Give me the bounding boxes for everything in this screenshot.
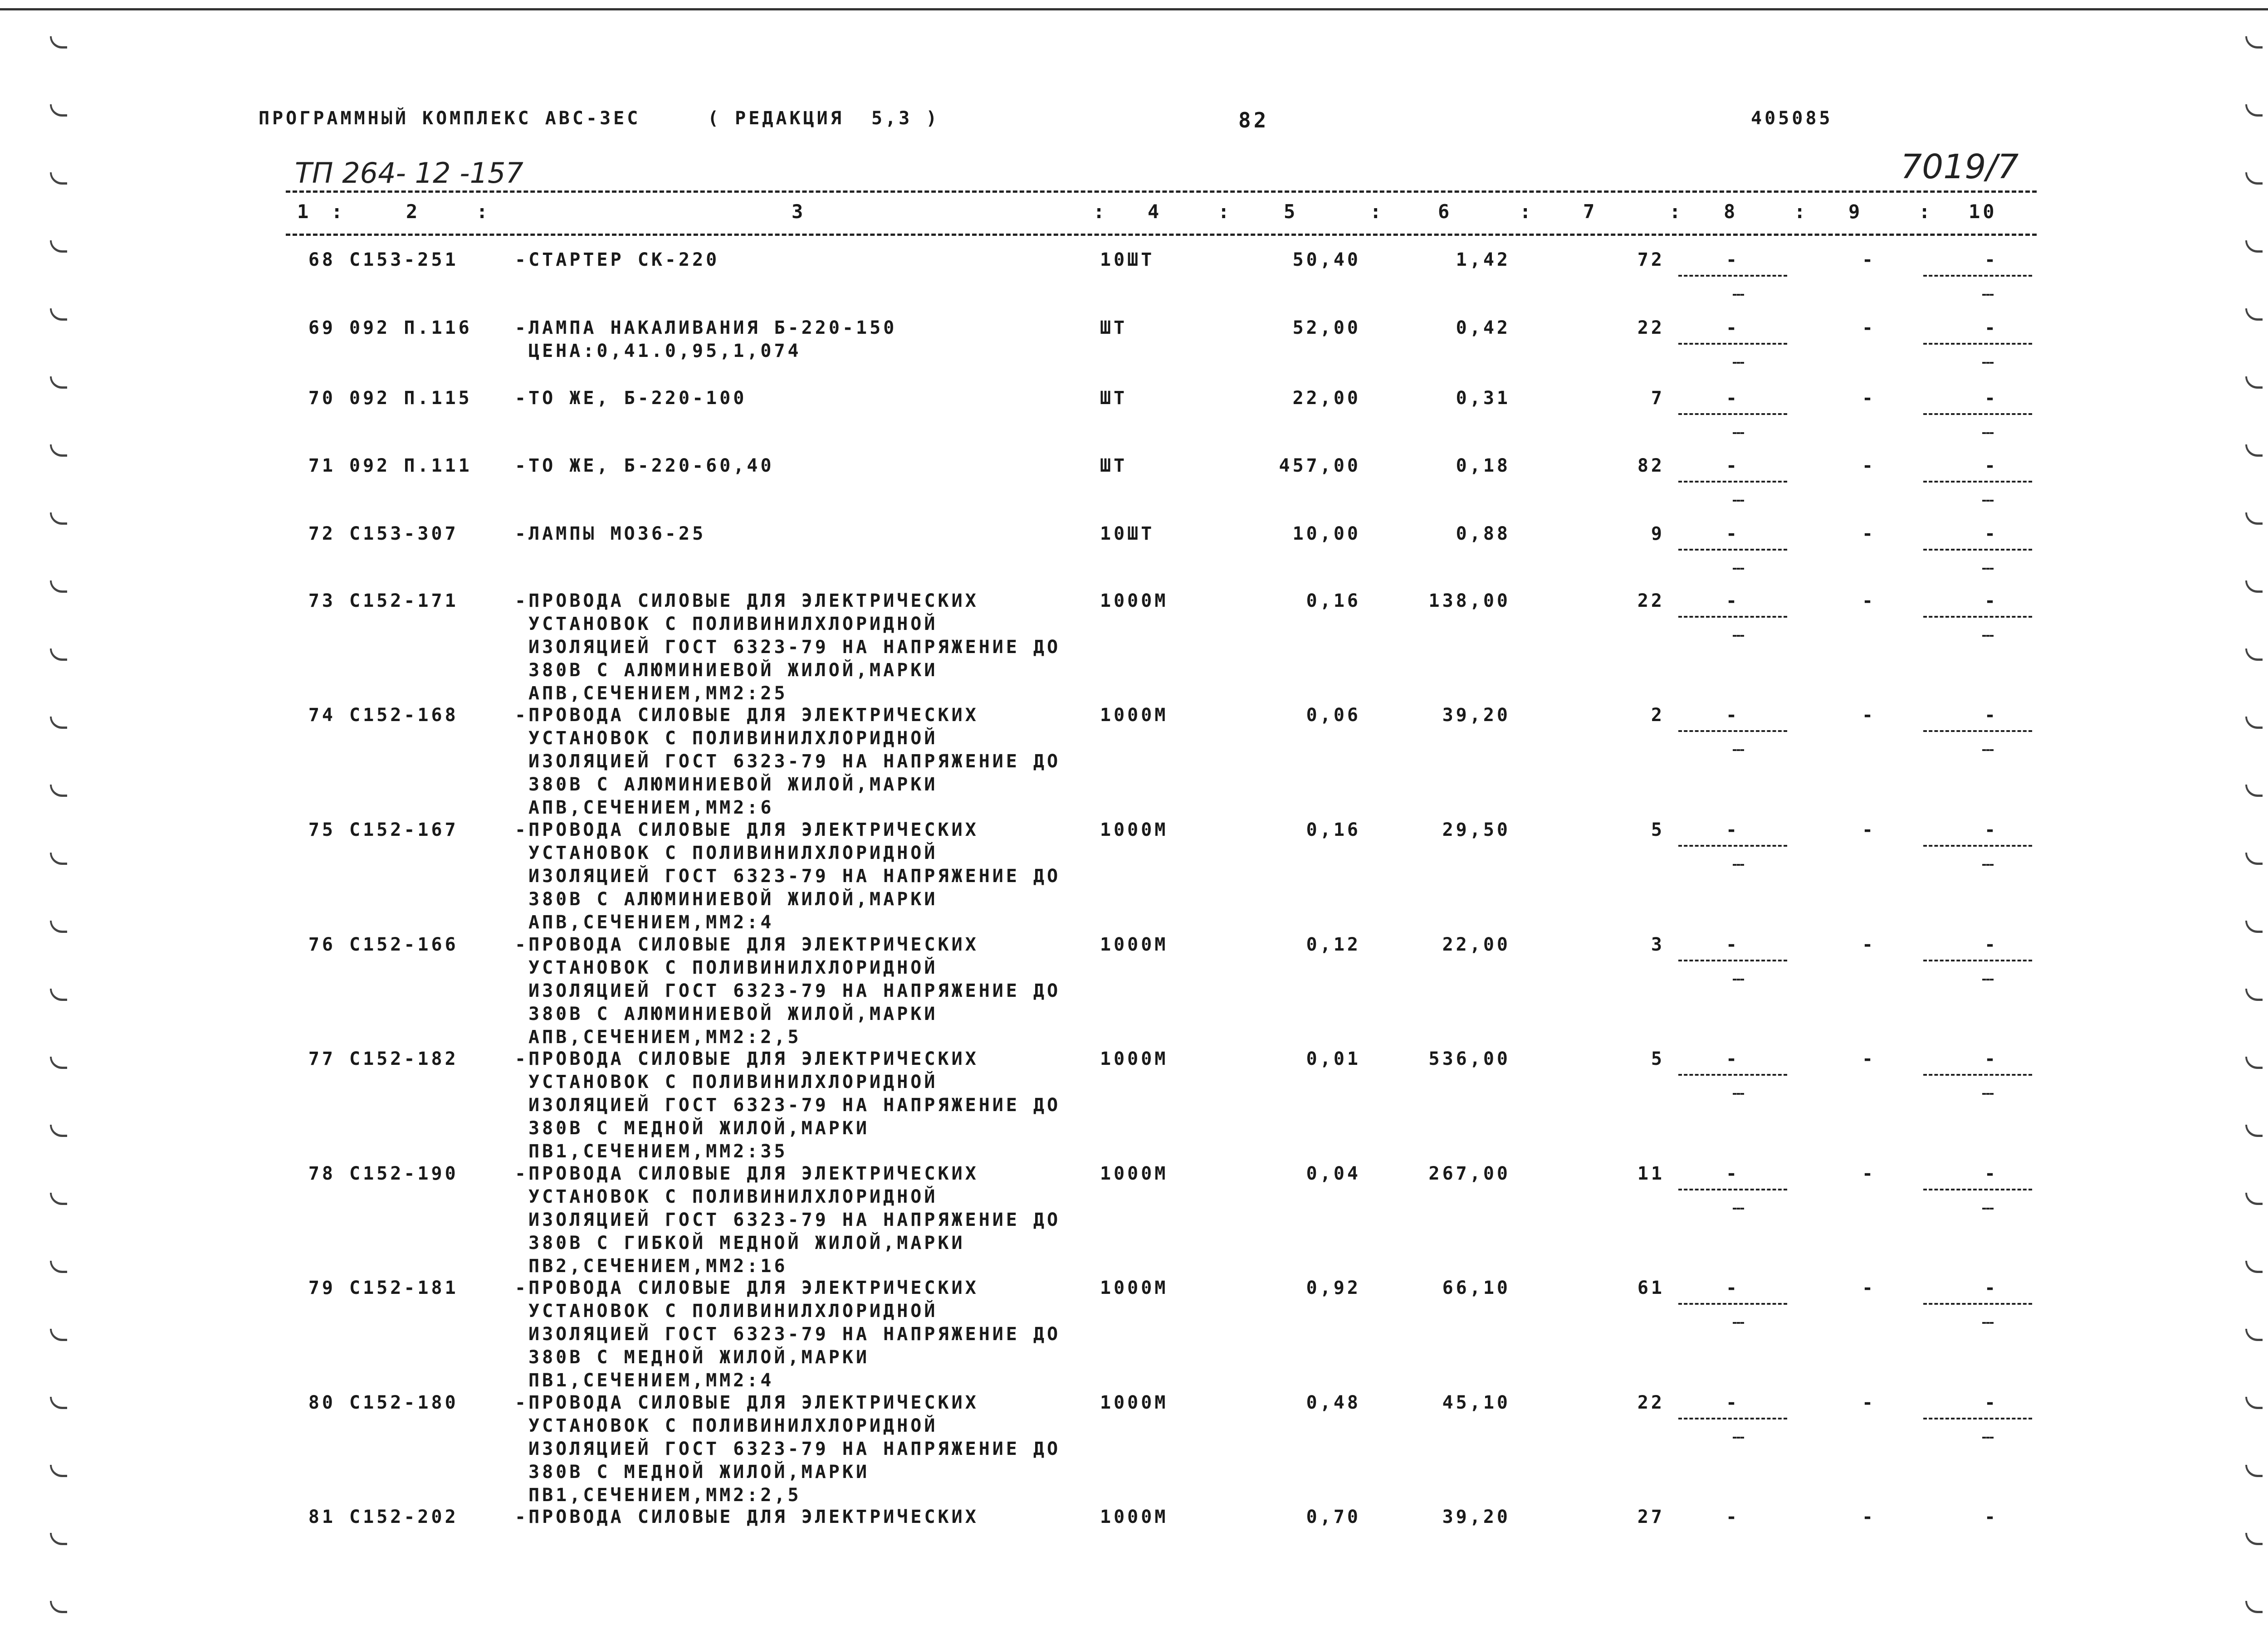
cell-subtotal-dash (1982, 864, 1994, 866)
unit-price-value: 267,00 (1428, 1163, 1510, 1184)
column-8-value: - (1725, 1392, 1740, 1413)
item-description-line: ИЗОЛЯЦИЕЙ ГОСТ 6323-79 НА НАПРЯЖЕНИЕ ДО (528, 1095, 1061, 1116)
cell-subtotal-dash (1733, 500, 1744, 502)
row-number: 79 (308, 1278, 336, 1298)
item-description-line: -СТАРТЕР СК-220 (515, 249, 720, 270)
feed-hole-mark (2245, 104, 2263, 117)
feed-hole-mark (50, 36, 67, 49)
item-description-line: УСТАНОВОК С ПОЛИВИНИЛХЛОРИДНОЙ (528, 1415, 938, 1436)
item-description-line: -ПРОВОДА СИЛОВЫЕ ДЛЯ ЭЛЕКТРИЧЕСКИХ (515, 1392, 979, 1413)
feed-hole-mark (2245, 989, 2263, 1001)
unit-price-value: 0,31 (1456, 388, 1510, 409)
document-code: 405085 (1751, 108, 1833, 129)
cell-separator (1678, 960, 1787, 961)
column-10-value: - (1984, 317, 1999, 338)
item-code: 092 П.111 (349, 455, 472, 476)
cell-subtotal-dash (1733, 1208, 1744, 1210)
item-description-line: 380В С АЛЮМИНИЕВОЙ ЖИЛОЙ,МАРКИ (528, 774, 938, 795)
cell-subtotal-dash (1982, 362, 1994, 364)
item-description-line: 380В С АЛЮМИНИЕВОЙ ЖИЛОЙ,МАРКИ (528, 889, 938, 910)
column-header-5: 5 (1284, 200, 1298, 223)
unit-of-measure: 1000М (1100, 1507, 1168, 1527)
cell-separator (1678, 275, 1787, 277)
column-9-value: - (1862, 705, 1876, 726)
feed-hole-mark (50, 512, 67, 525)
item-description-line: УСТАНОВОК С ПОЛИВИНИЛХЛОРИДНОЙ (528, 957, 938, 978)
header-rule-bottom (286, 234, 2037, 236)
cell-separator (1923, 616, 2032, 618)
column-9-value: - (1862, 1392, 1876, 1413)
unit-price-value: 536,00 (1428, 1049, 1510, 1069)
column-8-value: - (1725, 1049, 1740, 1069)
item-description-line: ЦЕНА:0,41.0,95,1,074 (528, 341, 802, 361)
cell-separator (1923, 413, 2032, 415)
total-value: 61 (1637, 1278, 1665, 1298)
cell-subtotal-dash (1733, 749, 1744, 751)
cell-separator (1678, 730, 1787, 732)
unit-of-measure: 1000М (1100, 1392, 1168, 1413)
item-description-line: 380В С ГИБКОЙ МЕДНОЙ ЖИЛОЙ,МАРКИ (528, 1233, 965, 1254)
tractor-feed-holes-right (2236, 0, 2268, 1634)
column-10-value: - (1984, 1392, 1999, 1413)
cell-subtotal-dash (1982, 1208, 1994, 1210)
row-number: 78 (308, 1163, 336, 1184)
column-8-value: - (1725, 705, 1740, 726)
column-9-value: - (1862, 249, 1876, 270)
item-code: С153-251 (349, 249, 459, 270)
feed-hole-mark (2245, 308, 2263, 321)
column-9-value: - (1862, 523, 1876, 544)
column-10-value: - (1984, 1049, 1999, 1069)
cell-subtotal-dash (1982, 500, 1994, 502)
cell-subtotal-dash (1733, 568, 1744, 570)
column-10-value: - (1984, 590, 1999, 611)
item-description-line: -ПРОВОДА СИЛОВЫЕ ДЛЯ ЭЛЕКТРИЧЕСКИХ (515, 705, 979, 726)
cell-subtotal-dash (1733, 432, 1744, 434)
column-10-value: - (1984, 388, 1999, 409)
cell-separator (1678, 481, 1787, 483)
column-8-value: - (1725, 1507, 1740, 1527)
page-number: 82 (1238, 108, 1269, 132)
cell-subtotal-dash (1982, 635, 1994, 637)
item-description-line: АПВ,СЕЧЕНИЕМ,ММ2:25 (528, 683, 788, 704)
item-description-line: ИЗОЛЯЦИЕЙ ГОСТ 6323-79 НА НАПРЯЖЕНИЕ ДО (528, 1439, 1061, 1459)
item-description-line: УСТАНОВОК С ПОЛИВИНИЛХЛОРИДНОЙ (528, 728, 938, 749)
item-code: С152-182 (349, 1049, 459, 1069)
row-number: 80 (308, 1392, 336, 1413)
unit-of-measure: 1000М (1100, 1163, 1168, 1184)
column-9-value: - (1862, 388, 1876, 409)
feed-hole-mark (2245, 240, 2263, 253)
cell-subtotal-dash (1982, 1322, 1994, 1324)
column-8-value: - (1725, 590, 1740, 611)
column-8-value: - (1725, 455, 1740, 476)
unit-price-value: 22,00 (1442, 934, 1510, 955)
cell-separator (1923, 730, 2032, 732)
feed-hole-mark (2245, 649, 2263, 661)
feed-hole-mark (50, 1193, 67, 1205)
column-10-value: - (1984, 705, 1999, 726)
column-10-value: - (1984, 455, 1999, 476)
feed-hole-mark (50, 1397, 67, 1409)
row-number: 74 (308, 705, 336, 726)
column-header-9: 9 (1848, 200, 1863, 223)
unit-price-value: 39,20 (1442, 705, 1510, 726)
handwritten-doc-number: ТП 264- 12 -157 (295, 156, 523, 190)
feed-hole-mark (50, 1601, 67, 1613)
feed-hole-mark (2245, 921, 2263, 933)
feed-hole-mark (50, 921, 67, 933)
cell-subtotal-dash (1982, 1437, 1994, 1439)
column-10-value: - (1984, 523, 1999, 544)
feed-hole-mark (50, 1125, 67, 1137)
feed-hole-mark (50, 1261, 67, 1273)
feed-hole-mark (2245, 1057, 2263, 1069)
feed-hole-mark (2245, 1465, 2263, 1477)
cell-separator (1678, 413, 1787, 415)
row-number: 75 (308, 819, 336, 840)
cell-separator (1678, 845, 1787, 847)
item-description-line: -ТО ЖЕ, Б-220-60,40 (515, 455, 774, 476)
item-description-line: 380В С АЛЮМИНИЕВОЙ ЖИЛОЙ,МАРКИ (528, 660, 938, 681)
column-9-value: - (1862, 934, 1876, 955)
feed-hole-mark (50, 853, 67, 865)
row-number: 77 (308, 1049, 336, 1069)
unit-of-measure: ШТ (1100, 455, 1128, 476)
item-description-line: 380В С МЕДНОЙ ЖИЛОЙ,МАРКИ (528, 1118, 870, 1139)
row-number: 69 (308, 317, 336, 338)
feed-hole-mark (50, 376, 67, 389)
item-description-line: УСТАНОВОК С ПОЛИВИНИЛХЛОРИДНОЙ (528, 843, 938, 863)
unit-price-value: 1,42 (1456, 249, 1510, 270)
feed-hole-mark (50, 104, 67, 117)
column-10-value: - (1984, 249, 1999, 270)
cell-separator (1923, 1303, 2032, 1305)
unit-of-measure: 10ШТ (1100, 249, 1155, 270)
column-8-value: - (1725, 317, 1740, 338)
column-10-value: - (1984, 1507, 1999, 1527)
cell-separator (1923, 1418, 2032, 1419)
total-value: 9 (1651, 523, 1665, 544)
handwritten-sheet-number: 7019/7 (1901, 147, 2019, 186)
total-value: 82 (1637, 455, 1665, 476)
unit-price-value: 0,18 (1456, 455, 1510, 476)
unit-price-value: 29,50 (1442, 819, 1510, 840)
feed-hole-mark (50, 1057, 67, 1069)
cell-separator (1678, 1418, 1787, 1419)
item-code: С152-180 (349, 1392, 459, 1413)
feed-hole-mark (2245, 172, 2263, 185)
unit-of-measure: ШТ (1100, 317, 1128, 338)
column-9-value: - (1862, 1278, 1876, 1298)
quantity-value: 0,70 (1306, 1507, 1361, 1527)
item-description-line: ИЗОЛЯЦИЕЙ ГОСТ 6323-79 НА НАПРЯЖЕНИЕ ДО (528, 751, 1061, 772)
cell-separator (1923, 960, 2032, 961)
quantity-value: 50,40 (1292, 249, 1361, 270)
cell-separator (1923, 275, 2032, 277)
feed-hole-mark (2245, 36, 2263, 49)
unit-of-measure: 1000М (1100, 819, 1168, 840)
item-description-line: АПВ,СЕЧЕНИЕМ,ММ2:6 (528, 797, 774, 818)
column-header-7: 7 (1583, 200, 1598, 223)
unit-of-measure: 1000М (1100, 590, 1168, 611)
item-code: С152-181 (349, 1278, 459, 1298)
total-value: 27 (1637, 1507, 1665, 1527)
unit-price-value: 39,20 (1442, 1507, 1510, 1527)
item-description-line: -ПРОВОДА СИЛОВЫЕ ДЛЯ ЭЛЕКТРИЧЕСКИХ (515, 934, 979, 955)
item-description-line: ИЗОЛЯЦИЕЙ ГОСТ 6323-79 НА НАПРЯЖЕНИЕ ДО (528, 637, 1061, 658)
quantity-value: 22,00 (1292, 388, 1361, 409)
unit-price-value: 66,10 (1442, 1278, 1510, 1298)
feed-hole-mark (50, 785, 67, 797)
feed-hole-mark (2245, 512, 2263, 525)
item-code: С152-168 (349, 705, 459, 726)
quantity-value: 0,48 (1306, 1392, 1361, 1413)
cell-separator (1678, 549, 1787, 551)
cell-separator (1678, 616, 1787, 618)
item-description-line: ПВ1,СЕЧЕНИЕМ,ММ2:35 (528, 1141, 788, 1162)
row-number: 70 (308, 388, 336, 409)
feed-hole-mark (2245, 1533, 2263, 1545)
row-number: 68 (308, 249, 336, 270)
quantity-value: 52,00 (1292, 317, 1361, 338)
item-description-line: ПВ1,СЕЧЕНИЕМ,ММ2:2,5 (528, 1485, 802, 1506)
item-description-line: ПВ1,СЕЧЕНИЕМ,ММ2:4 (528, 1370, 774, 1391)
item-description-line: УСТАНОВОК С ПОЛИВИНИЛХЛОРИДНОЙ (528, 1301, 938, 1322)
column-8-value: - (1725, 388, 1740, 409)
item-description-line: ПВ2,СЕЧЕНИЕМ,ММ2:16 (528, 1256, 788, 1277)
column-header-1: 1 (297, 200, 312, 223)
item-description-line: -ТО ЖЕ, Б-220-100 (515, 388, 747, 409)
cell-subtotal-dash (1733, 864, 1744, 866)
program-name: ПРОГРАММНЫЙ КОМПЛЕКС АВС-3ЕС (259, 108, 641, 129)
item-code: С153-307 (349, 523, 459, 544)
cell-subtotal-dash (1982, 1093, 1994, 1095)
item-description-line: -ЛАМПА НАКАЛИВАНИЯ Б-220-150 (515, 317, 897, 338)
item-description-line: ИЗОЛЯЦИЕЙ ГОСТ 6323-79 НА НАПРЯЖЕНИЕ ДО (528, 1324, 1061, 1345)
cell-separator (1923, 481, 2032, 483)
cell-subtotal-dash (1733, 362, 1744, 364)
unit-of-measure: 10ШТ (1100, 523, 1155, 544)
feed-hole-mark (50, 1465, 67, 1477)
cell-separator (1923, 1189, 2032, 1190)
cell-subtotal-dash (1733, 1093, 1744, 1095)
column-8-value: - (1725, 249, 1740, 270)
feed-hole-mark (50, 444, 67, 457)
feed-hole-mark (50, 172, 67, 185)
cell-subtotal-dash (1982, 979, 1994, 980)
quantity-value: 0,16 (1306, 819, 1361, 840)
unit-price-value: 0,88 (1456, 523, 1510, 544)
feed-hole-mark (2245, 580, 2263, 593)
total-value: 72 (1637, 249, 1665, 270)
item-description-line: -ПРОВОДА СИЛОВЫЕ ДЛЯ ЭЛЕКТРИЧЕСКИХ (515, 1049, 979, 1069)
cell-separator (1678, 343, 1787, 345)
item-description-line: АПВ,СЕЧЕНИЕМ,ММ2:2,5 (528, 1027, 802, 1048)
item-description-line: ИЗОЛЯЦИЕЙ ГОСТ 6323-79 НА НАПРЯЖЕНИЕ ДО (528, 866, 1061, 887)
total-value: 5 (1651, 1049, 1665, 1069)
cell-separator (1678, 1074, 1787, 1076)
cell-subtotal-dash (1982, 432, 1994, 434)
total-value: 22 (1637, 317, 1665, 338)
feed-hole-mark (50, 240, 67, 253)
item-code: С152-171 (349, 590, 459, 611)
item-description-line: АПВ,СЕЧЕНИЕМ,ММ2:4 (528, 912, 774, 933)
edition-label: ( РЕДАКЦИЯ 5,3 ) (708, 108, 940, 129)
cell-subtotal-dash (1733, 1437, 1744, 1439)
column-header-3: 3 (792, 200, 806, 223)
feed-hole-mark (2245, 785, 2263, 797)
quantity-value: 10,00 (1292, 523, 1361, 544)
feed-hole-mark (2245, 1329, 2263, 1341)
column-header-4: 4 (1148, 200, 1162, 223)
column-9-value: - (1862, 455, 1876, 476)
unit-of-measure: 1000М (1100, 1049, 1168, 1069)
feed-hole-mark (2245, 1601, 2263, 1613)
item-code: 092 П.116 (349, 317, 472, 338)
item-description-line: -ПРОВОДА СИЛОВЫЕ ДЛЯ ЭЛЕКТРИЧЕСКИХ (515, 1163, 979, 1184)
cell-subtotal-dash (1982, 749, 1994, 751)
item-code: С152-166 (349, 934, 459, 955)
quantity-value: 0,06 (1306, 705, 1361, 726)
item-description-line: -ПРОВОДА СИЛОВЫЕ ДЛЯ ЭЛЕКТРИЧЕСКИХ (515, 590, 979, 611)
item-code: С152-167 (349, 819, 459, 840)
item-description-line: УСТАНОВОК С ПОЛИВИНИЛХЛОРИДНОЙ (528, 614, 938, 634)
feed-hole-mark (2245, 1397, 2263, 1409)
item-description-line: -ПРОВОДА СИЛОВЫЕ ДЛЯ ЭЛЕКТРИЧЕСКИХ (515, 1507, 979, 1527)
feed-hole-mark (2245, 376, 2263, 389)
total-value: 2 (1651, 705, 1665, 726)
quantity-value: 0,01 (1306, 1049, 1361, 1069)
column-8-value: - (1725, 1163, 1740, 1184)
feed-hole-mark (2245, 717, 2263, 729)
row-number: 73 (308, 590, 336, 611)
quantity-value: 457,00 (1279, 455, 1361, 476)
item-description-line: УСТАНОВОК С ПОЛИВИНИЛХЛОРИДНОЙ (528, 1072, 938, 1093)
column-10-value: - (1984, 819, 1999, 840)
total-value: 5 (1651, 819, 1665, 840)
column-9-value: - (1862, 1163, 1876, 1184)
feed-hole-mark (2245, 1125, 2263, 1137)
paper-top-edge (0, 8, 2268, 10)
column-header-2: 2 (406, 200, 420, 223)
cell-subtotal-dash (1733, 1322, 1744, 1324)
column-header-6: 6 (1438, 200, 1452, 223)
column-10-value: - (1984, 934, 1999, 955)
total-value: 22 (1637, 1392, 1665, 1413)
column-header-10: 10 (1969, 200, 1997, 223)
cell-subtotal-dash (1982, 294, 1994, 296)
column-9-value: - (1862, 317, 1876, 338)
item-description-line: 380В С МЕДНОЙ ЖИЛОЙ,МАРКИ (528, 1462, 870, 1483)
unit-of-measure: 1000М (1100, 705, 1168, 726)
column-8-value: - (1725, 523, 1740, 544)
column-10-value: - (1984, 1278, 1999, 1298)
feed-hole-mark (2245, 1261, 2263, 1273)
feed-hole-mark (50, 1533, 67, 1545)
cell-subtotal-dash (1733, 294, 1744, 296)
item-code: С152-190 (349, 1163, 459, 1184)
column-9-value: - (1862, 819, 1876, 840)
total-value: 11 (1637, 1163, 1665, 1184)
column-9-value: - (1862, 590, 1876, 611)
unit-of-measure: 1000М (1100, 1278, 1168, 1298)
item-description-line: -ЛАМПЫ МО36-25 (515, 523, 706, 544)
unit-of-measure: 1000М (1100, 934, 1168, 955)
item-description-line: -ПРОВОДА СИЛОВЫЕ ДЛЯ ЭЛЕКТРИЧЕСКИХ (515, 1278, 979, 1298)
column-8-value: - (1725, 819, 1740, 840)
header-rule-top (286, 190, 2037, 193)
quantity-value: 0,92 (1306, 1278, 1361, 1298)
unit-price-value: 0,42 (1456, 317, 1510, 338)
column-9-value: - (1862, 1049, 1876, 1069)
item-description-line: -ПРОВОДА СИЛОВЫЕ ДЛЯ ЭЛЕКТРИЧЕСКИХ (515, 819, 979, 840)
cell-separator (1923, 343, 2032, 345)
row-number: 76 (308, 934, 336, 955)
feed-hole-mark (2245, 444, 2263, 457)
row-number: 81 (308, 1507, 336, 1527)
quantity-value: 0,12 (1306, 934, 1361, 955)
item-code: С152-202 (349, 1507, 459, 1527)
feed-hole-mark (50, 989, 67, 1001)
cell-separator (1923, 845, 2032, 847)
unit-price-value: 45,10 (1442, 1392, 1510, 1413)
column-9-value: - (1862, 1507, 1876, 1527)
column-8-value: - (1725, 934, 1740, 955)
feed-hole-mark (50, 717, 67, 729)
feed-hole-mark (50, 308, 67, 321)
item-description-line: 380В С МЕДНОЙ ЖИЛОЙ,МАРКИ (528, 1347, 870, 1368)
cell-separator (1678, 1303, 1787, 1305)
cell-separator (1923, 549, 2032, 551)
tractor-feed-holes-left (41, 0, 73, 1634)
total-value: 7 (1651, 388, 1665, 409)
feed-hole-mark (2245, 1193, 2263, 1205)
item-description-line: ИЗОЛЯЦИЕЙ ГОСТ 6323-79 НА НАПРЯЖЕНИЕ ДО (528, 1210, 1061, 1230)
feed-hole-mark (50, 649, 67, 661)
item-description-line: УСТАНОВОК С ПОЛИВИНИЛХЛОРИДНОЙ (528, 1186, 938, 1207)
cell-subtotal-dash (1733, 635, 1744, 637)
item-description-line: ИЗОЛЯЦИЕЙ ГОСТ 6323-79 НА НАПРЯЖЕНИЕ ДО (528, 980, 1061, 1001)
feed-hole-mark (50, 580, 67, 593)
cell-subtotal-dash (1982, 568, 1994, 570)
unit-price-value: 138,00 (1428, 590, 1510, 611)
column-8-value: - (1725, 1278, 1740, 1298)
item-description-line: 380В С АЛЮМИНИЕВОЙ ЖИЛОЙ,МАРКИ (528, 1004, 938, 1024)
row-number: 71 (308, 455, 336, 476)
column-10-value: - (1984, 1163, 1999, 1184)
quantity-value: 0,04 (1306, 1163, 1361, 1184)
row-number: 72 (308, 523, 336, 544)
feed-hole-mark (2245, 853, 2263, 865)
total-value: 22 (1637, 590, 1665, 611)
cell-subtotal-dash (1733, 979, 1744, 980)
cell-separator (1923, 1074, 2032, 1076)
item-code: 092 П.115 (349, 388, 472, 409)
unit-of-measure: ШТ (1100, 388, 1128, 409)
quantity-value: 0,16 (1306, 590, 1361, 611)
total-value: 3 (1651, 934, 1665, 955)
cell-separator (1678, 1189, 1787, 1190)
column-header-8: 8 (1724, 200, 1738, 223)
feed-hole-mark (50, 1329, 67, 1341)
